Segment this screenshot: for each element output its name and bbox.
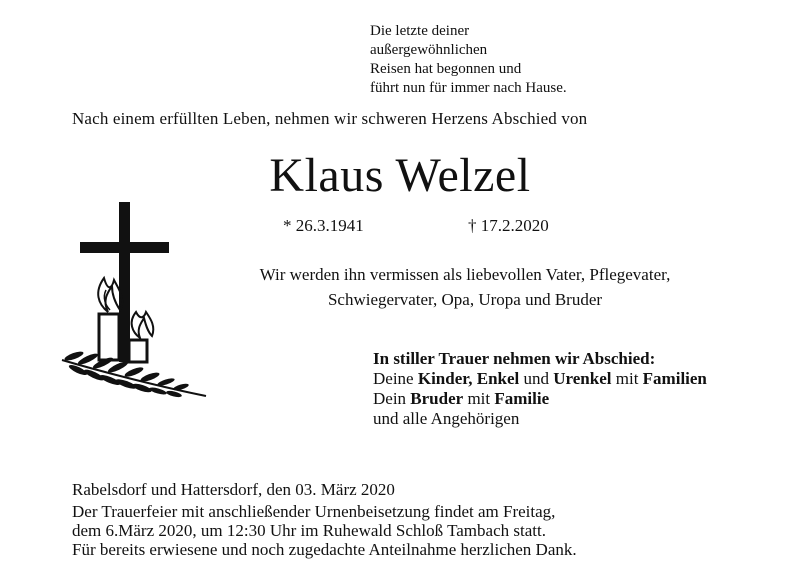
tribute-text bbox=[150, 262, 780, 312]
poem-line: außergewöhnlichen bbox=[370, 42, 488, 58]
poem-line: Reisen hat begonnen und bbox=[370, 61, 522, 77]
deceased-name: Klaus Welzel bbox=[269, 149, 531, 202]
mourners-line-brother: Dein Bruder mit Familie bbox=[373, 389, 550, 408]
mourners-line-relatives: und alle Angehörigen bbox=[373, 409, 520, 428]
poem-line: Die letzte deiner bbox=[370, 23, 470, 39]
poem-line: führt nun für immer nach Hause. bbox=[370, 80, 567, 96]
mourners-block bbox=[373, 349, 707, 429]
intro-text: Nach einem erfüllten Leben, nehmen wir schweren Herzens Abschied von bbox=[72, 109, 588, 128]
death-date: † 17.2.2020 bbox=[468, 216, 549, 235]
ceremony-notice bbox=[72, 502, 577, 559]
birth-date: * 26.3.1941 bbox=[283, 216, 364, 235]
ceremony-line: dem 6.März 2020, um 12:30 Uhr im Ruhewald Schloß Tambach statt. bbox=[72, 521, 546, 540]
place-and-date: Rabelsdorf und Hattersdorf, den 03. März 2020 bbox=[72, 480, 395, 499]
ceremony-line: Der Trauerfeier mit anschließender Urnenbeisetzung findet am Freitag, bbox=[72, 502, 556, 521]
poem bbox=[370, 22, 567, 98]
tribute-line: Schwiegervater, Opa, Uropa und Bruder bbox=[327, 290, 603, 309]
mourners-line-children: Deine Kinder, Enkel und Urenkel mit Familien bbox=[373, 369, 707, 388]
mourners-heading: In stiller Trauer nehmen wir Abschied: bbox=[373, 349, 656, 368]
ceremony-line: Für bereits erwiesene und noch zugedachte Anteilnahme herzlichen Dank. bbox=[72, 540, 577, 559]
tribute-line: Wir werden ihn vermissen als liebevollen Vater, Pflegevater, bbox=[259, 265, 671, 284]
